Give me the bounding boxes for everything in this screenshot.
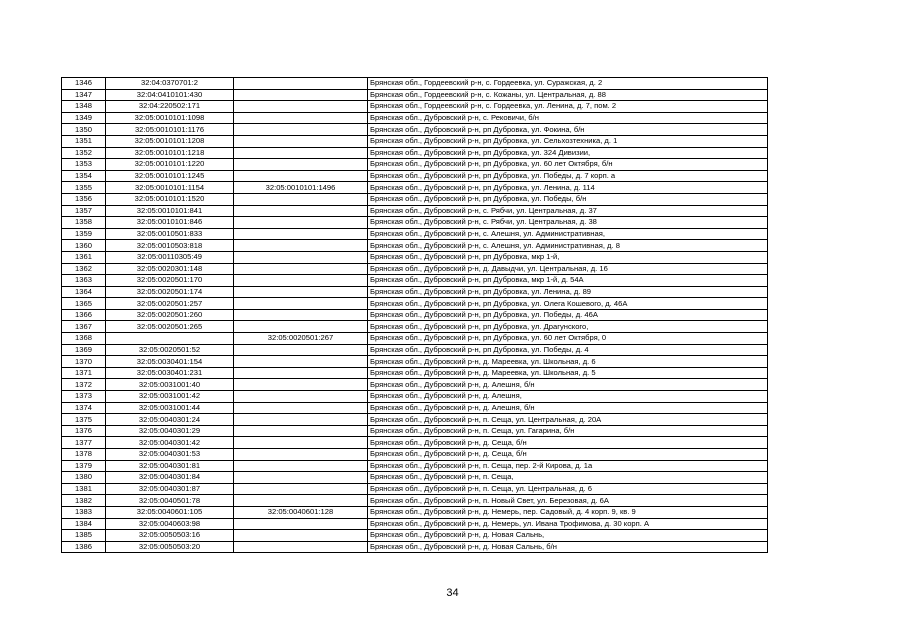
linked-cadastral-number-cell — [234, 460, 368, 472]
linked-cadastral-number-cell — [234, 124, 368, 136]
cadastral-number-cell: 32:05:0010101:841 — [106, 205, 234, 217]
table-row — [62, 391, 768, 403]
address-cell: Брянская обл., Дубровский р-н, рп Дубровка, ул. Ленина, д. 114 — [368, 182, 768, 194]
linked-cadastral-number-cell — [234, 518, 368, 530]
cadastral-number-cell: 32:05:0020501:174 — [106, 286, 234, 298]
linked-cadastral-number-cell — [234, 437, 368, 449]
table-row — [62, 518, 768, 530]
row-number-cell: 1365 — [62, 298, 106, 310]
row-number-cell: 1350 — [62, 124, 106, 136]
linked-cadastral-number-cell: 32:05:0010101:1496 — [234, 182, 368, 194]
table-row — [62, 321, 768, 333]
table-row — [62, 449, 768, 461]
table-row — [62, 124, 768, 136]
table-row — [62, 402, 768, 414]
row-number-cell: 1370 — [62, 356, 106, 368]
row-number-cell: 1364 — [62, 286, 106, 298]
address-cell: Брянская обл., Дубровский р-н, д. Новая Сальнь, — [368, 530, 768, 542]
linked-cadastral-number-cell — [234, 321, 368, 333]
row-number-cell: 1380 — [62, 472, 106, 484]
row-number-cell: 1383 — [62, 506, 106, 518]
cadastral-number-cell: 32:05:0040301:84 — [106, 472, 234, 484]
cadastral-number-cell: 32:05:0040301:53 — [106, 449, 234, 461]
address-cell: Брянская обл., Дубровский р-н, рп Дубровка, ул. 324 Дивизии, — [368, 147, 768, 159]
table-row — [62, 309, 768, 321]
cadastral-number-cell — [106, 333, 234, 345]
linked-cadastral-number-cell — [234, 286, 368, 298]
row-number-cell: 1360 — [62, 240, 106, 252]
address-cell: Брянская обл., Дубровский р-н, д. Алешня, б/н — [368, 379, 768, 391]
address-cell: Брянская обл., Дубровский р-н, д. Немерь, ул. Ивана Трофимова, д. 30 корп. А — [368, 518, 768, 530]
cadastral-number-cell: 32:05:0050503:20 — [106, 541, 234, 553]
row-number-cell: 1359 — [62, 228, 106, 240]
table-row — [62, 240, 768, 252]
row-number-cell: 1349 — [62, 112, 106, 124]
registry-table — [61, 77, 768, 553]
address-cell: Брянская обл., Дубровский р-н, с. Рековичи, б/н — [368, 112, 768, 124]
address-cell: Брянская обл., Гордеевский р-н, с. Гордеевка, ул. Ленина, д. 7, пом. 2 — [368, 101, 768, 113]
table-row — [62, 286, 768, 298]
table-row — [62, 530, 768, 542]
table-row — [62, 193, 768, 205]
table-row — [62, 275, 768, 287]
row-number-cell: 1378 — [62, 449, 106, 461]
linked-cadastral-number-cell — [234, 298, 368, 310]
table-row — [62, 379, 768, 391]
row-number-cell: 1373 — [62, 391, 106, 403]
linked-cadastral-number-cell: 32:05:0020501:267 — [234, 333, 368, 345]
table-row — [62, 263, 768, 275]
cadastral-number-cell: 32:05:0010101:1098 — [106, 112, 234, 124]
linked-cadastral-number-cell: 32:05:0040601:128 — [234, 506, 368, 518]
address-cell: Брянская обл., Дубровский р-н, д. Немерь, пер. Садовый, д. 4 корп. 9, кв. 9 — [368, 506, 768, 518]
row-number-cell: 1356 — [62, 193, 106, 205]
row-number-cell: 1354 — [62, 170, 106, 182]
linked-cadastral-number-cell — [234, 275, 368, 287]
cadastral-number-cell: 32:05:0020501:260 — [106, 309, 234, 321]
linked-cadastral-number-cell — [234, 240, 368, 252]
address-cell: Брянская обл., Дубровский р-н, п. Сеща, ул. Центральная, д. 20А — [368, 414, 768, 426]
address-cell: Брянская обл., Дубровский р-н, д. Новая Сальнь, б/н — [368, 541, 768, 553]
row-number-cell: 1368 — [62, 333, 106, 345]
cadastral-number-cell: 32:05:0040301:24 — [106, 414, 234, 426]
cadastral-number-cell: 32:05:0030401:154 — [106, 356, 234, 368]
row-number-cell: 1369 — [62, 344, 106, 356]
linked-cadastral-number-cell — [234, 530, 368, 542]
table-row — [62, 541, 768, 553]
linked-cadastral-number-cell — [234, 217, 368, 229]
table-row — [62, 159, 768, 171]
row-number-cell: 1347 — [62, 89, 106, 101]
linked-cadastral-number-cell — [234, 78, 368, 90]
cadastral-number-cell: 32:05:0040301:42 — [106, 437, 234, 449]
cadastral-number-cell: 32:05:0020501:52 — [106, 344, 234, 356]
row-number-cell: 1353 — [62, 159, 106, 171]
linked-cadastral-number-cell — [234, 379, 368, 391]
address-cell: Брянская обл., Дубровский р-н, рп Дубровка, ул. Победы, б/н — [368, 193, 768, 205]
cadastral-number-cell: 32:05:0020501:170 — [106, 275, 234, 287]
row-number-cell: 1385 — [62, 530, 106, 542]
row-number-cell: 1346 — [62, 78, 106, 90]
table-row — [62, 298, 768, 310]
cadastral-number-cell: 32:05:0050503:16 — [106, 530, 234, 542]
linked-cadastral-number-cell — [234, 425, 368, 437]
row-number-cell: 1363 — [62, 275, 106, 287]
linked-cadastral-number-cell — [234, 101, 368, 113]
table-row — [62, 344, 768, 356]
cadastral-number-cell: 32:05:0040603:98 — [106, 518, 234, 530]
cadastral-number-cell: 32:04:0370701:2 — [106, 78, 234, 90]
linked-cadastral-number-cell — [234, 159, 368, 171]
row-number-cell: 1384 — [62, 518, 106, 530]
registry-table-body — [62, 78, 768, 553]
cadastral-number-cell: 32:05:00110305:49 — [106, 251, 234, 263]
table-row — [62, 356, 768, 368]
row-number-cell: 1357 — [62, 205, 106, 217]
address-cell: Брянская обл., Дубровский р-н, рп Дубровка, ул. 60 лет Октября, б/н — [368, 159, 768, 171]
address-cell: Брянская обл., Дубровский р-н, рп Дубровка, ул. Олега Кошевого, д. 46А — [368, 298, 768, 310]
linked-cadastral-number-cell — [234, 391, 368, 403]
table-row — [62, 425, 768, 437]
address-cell: Брянская обл., Дубровский р-н, с. Алешня, ул. Административная, — [368, 228, 768, 240]
address-cell: Брянская обл., Дубровский р-н, д. Алешня, б/н — [368, 402, 768, 414]
cadastral-number-cell: 32:05:0010101:1176 — [106, 124, 234, 136]
table-row — [62, 228, 768, 240]
cadastral-number-cell: 32:05:0020301:148 — [106, 263, 234, 275]
address-cell: Брянская обл., Дубровский р-н, п. Сеща, ул. Гагарина, б/н — [368, 425, 768, 437]
cadastral-number-cell: 32:05:0040301:81 — [106, 460, 234, 472]
cadastral-number-cell: 32:05:0040601:105 — [106, 506, 234, 518]
address-cell: Брянская обл., Гордеевский р-н, с. Гордеевка, ул. Суражская, д. 2 — [368, 78, 768, 90]
address-cell: Брянская обл., Дубровский р-н, рп Дубровка, ул. Драгунского, — [368, 321, 768, 333]
table-row — [62, 182, 768, 194]
table-row — [62, 414, 768, 426]
row-number-cell: 1377 — [62, 437, 106, 449]
table-row — [62, 112, 768, 124]
cadastral-number-cell: 32:05:0010101:1154 — [106, 182, 234, 194]
row-number-cell: 1358 — [62, 217, 106, 229]
row-number-cell: 1379 — [62, 460, 106, 472]
address-cell: Брянская обл., Дубровский р-н, п. Сеща, пер. 2-й Кирова, д. 1а — [368, 460, 768, 472]
linked-cadastral-number-cell — [234, 483, 368, 495]
row-number-cell: 1382 — [62, 495, 106, 507]
cadastral-number-cell: 32:05:0040301:87 — [106, 483, 234, 495]
linked-cadastral-number-cell — [234, 251, 368, 263]
table-row — [62, 251, 768, 263]
row-number-cell: 1362 — [62, 263, 106, 275]
address-cell: Брянская обл., Дубровский р-н, д. Мареевка, ул. Школьная, д. 6 — [368, 356, 768, 368]
cadastral-number-cell: 32:05:0040301:29 — [106, 425, 234, 437]
address-cell: Брянская обл., Гордеевский р-н, с. Кожаны, ул. Центральная, д. 88 — [368, 89, 768, 101]
cadastral-number-cell: 32:04:0410101:430 — [106, 89, 234, 101]
row-number-cell: 1366 — [62, 309, 106, 321]
address-cell: Брянская обл., Дубровский р-н, п. Новый Свет, ул. Березовая, д. 6А — [368, 495, 768, 507]
linked-cadastral-number-cell — [234, 263, 368, 275]
row-number-cell: 1374 — [62, 402, 106, 414]
linked-cadastral-number-cell — [234, 449, 368, 461]
table-row — [62, 495, 768, 507]
linked-cadastral-number-cell — [234, 112, 368, 124]
row-number-cell: 1386 — [62, 541, 106, 553]
table-row — [62, 89, 768, 101]
table-row — [62, 78, 768, 90]
address-cell: Брянская обл., Дубровский р-н, рп Дубровка, мкр 1-й, д. 54А — [368, 275, 768, 287]
cadastral-number-cell: 32:05:0010101:1520 — [106, 193, 234, 205]
linked-cadastral-number-cell — [234, 147, 368, 159]
cadastral-number-cell: 32:05:0020501:265 — [106, 321, 234, 333]
linked-cadastral-number-cell — [234, 356, 368, 368]
table-row — [62, 506, 768, 518]
linked-cadastral-number-cell — [234, 89, 368, 101]
cadastral-number-cell: 32:05:0030401:231 — [106, 367, 234, 379]
row-number-cell: 1348 — [62, 101, 106, 113]
table-row — [62, 483, 768, 495]
cadastral-number-cell: 32:05:0020501:257 — [106, 298, 234, 310]
table-row — [62, 205, 768, 217]
address-cell: Брянская обл., Дубровский р-н, рп Дубровка, ул. Ленина, д. 89 — [368, 286, 768, 298]
cadastral-number-cell: 32:05:0010101:1218 — [106, 147, 234, 159]
linked-cadastral-number-cell — [234, 472, 368, 484]
address-cell: Брянская обл., Дубровский р-н, рп Дубровка, мкр 1-й, — [368, 251, 768, 263]
cadastral-number-cell: 32:05:0010501:833 — [106, 228, 234, 240]
row-number-cell: 1351 — [62, 135, 106, 147]
table-row — [62, 460, 768, 472]
linked-cadastral-number-cell — [234, 205, 368, 217]
address-cell: Брянская обл., Дубровский р-н, с. Рябчи, ул. Центральная, д. 38 — [368, 217, 768, 229]
address-cell: Брянская обл., Дубровский р-н, с. Алешня, ул. Административная, д. 8 — [368, 240, 768, 252]
row-number-cell: 1375 — [62, 414, 106, 426]
address-cell: Брянская обл., Дубровский р-н, п. Сеща, — [368, 472, 768, 484]
table-row — [62, 367, 768, 379]
row-number-cell: 1371 — [62, 367, 106, 379]
cadastral-number-cell: 32:05:0031001:40 — [106, 379, 234, 391]
cadastral-number-cell: 32:05:0031001:42 — [106, 391, 234, 403]
table-row — [62, 217, 768, 229]
table-row — [62, 333, 768, 345]
address-cell: Брянская обл., Дубровский р-н, п. Сеща, ул. Центральная, д. 6 — [368, 483, 768, 495]
linked-cadastral-number-cell — [234, 541, 368, 553]
cadastral-number-cell: 32:04:220502:171 — [106, 101, 234, 113]
cadastral-number-cell: 32:05:0010101:1220 — [106, 159, 234, 171]
row-number-cell: 1352 — [62, 147, 106, 159]
row-number-cell: 1376 — [62, 425, 106, 437]
linked-cadastral-number-cell — [234, 367, 368, 379]
table-row — [62, 437, 768, 449]
address-cell: Брянская обл., Дубровский р-н, рп Дубровка, ул. 60 лет Октября, 0 — [368, 333, 768, 345]
row-number-cell: 1367 — [62, 321, 106, 333]
cadastral-number-cell: 32:05:0010503:818 — [106, 240, 234, 252]
cadastral-number-cell: 32:05:0040501:78 — [106, 495, 234, 507]
address-cell: Брянская обл., Дубровский р-н, рп Дубровка, ул. Победы, д. 7 корп. а — [368, 170, 768, 182]
address-cell: Брянская обл., Дубровский р-н, с. Рябчи, ул. Центральная, д. 37 — [368, 205, 768, 217]
address-cell: Брянская обл., Дубровский р-н, рп Дубровка, ул. Победы, д. 46А — [368, 309, 768, 321]
address-cell: Брянская обл., Дубровский р-н, д. Алешня, — [368, 391, 768, 403]
table-row — [62, 472, 768, 484]
cadastral-number-cell: 32:05:0031001:44 — [106, 402, 234, 414]
table-row — [62, 147, 768, 159]
table-row — [62, 101, 768, 113]
linked-cadastral-number-cell — [234, 402, 368, 414]
cadastral-number-cell: 32:05:0010101:846 — [106, 217, 234, 229]
address-cell: Брянская обл., Дубровский р-н, рп Дубровка, ул. Сельхозтехника, д. 1 — [368, 135, 768, 147]
row-number-cell: 1361 — [62, 251, 106, 263]
page-number: 34 — [446, 587, 459, 599]
table-row — [62, 135, 768, 147]
row-number-cell: 1355 — [62, 182, 106, 194]
table-row — [62, 170, 768, 182]
linked-cadastral-number-cell — [234, 344, 368, 356]
linked-cadastral-number-cell — [234, 228, 368, 240]
cadastral-number-cell: 32:05:0010101:1208 — [106, 135, 234, 147]
address-cell: Брянская обл., Дубровский р-н, д. Давыдчи, ул. Центральная, д. 16 — [368, 263, 768, 275]
cadastral-number-cell: 32:05:0010101:1245 — [106, 170, 234, 182]
linked-cadastral-number-cell — [234, 495, 368, 507]
linked-cadastral-number-cell — [234, 309, 368, 321]
row-number-cell: 1372 — [62, 379, 106, 391]
linked-cadastral-number-cell — [234, 170, 368, 182]
linked-cadastral-number-cell — [234, 135, 368, 147]
address-cell: Брянская обл., Дубровский р-н, д. Сеща, б/н — [368, 437, 768, 449]
address-cell: Брянская обл., Дубровский р-н, рп Дубровка, ул. Победы, д. 4 — [368, 344, 768, 356]
address-cell: Брянская обл., Дубровский р-н, д. Сеща, б/н — [368, 449, 768, 461]
linked-cadastral-number-cell — [234, 414, 368, 426]
row-number-cell: 1381 — [62, 483, 106, 495]
address-cell: Брянская обл., Дубровский р-н, д. Мареевка, ул. Школьная, д. 5 — [368, 367, 768, 379]
linked-cadastral-number-cell — [234, 193, 368, 205]
address-cell: Брянская обл., Дубровский р-н, рп Дубровка, ул. Фокина, б/н — [368, 124, 768, 136]
